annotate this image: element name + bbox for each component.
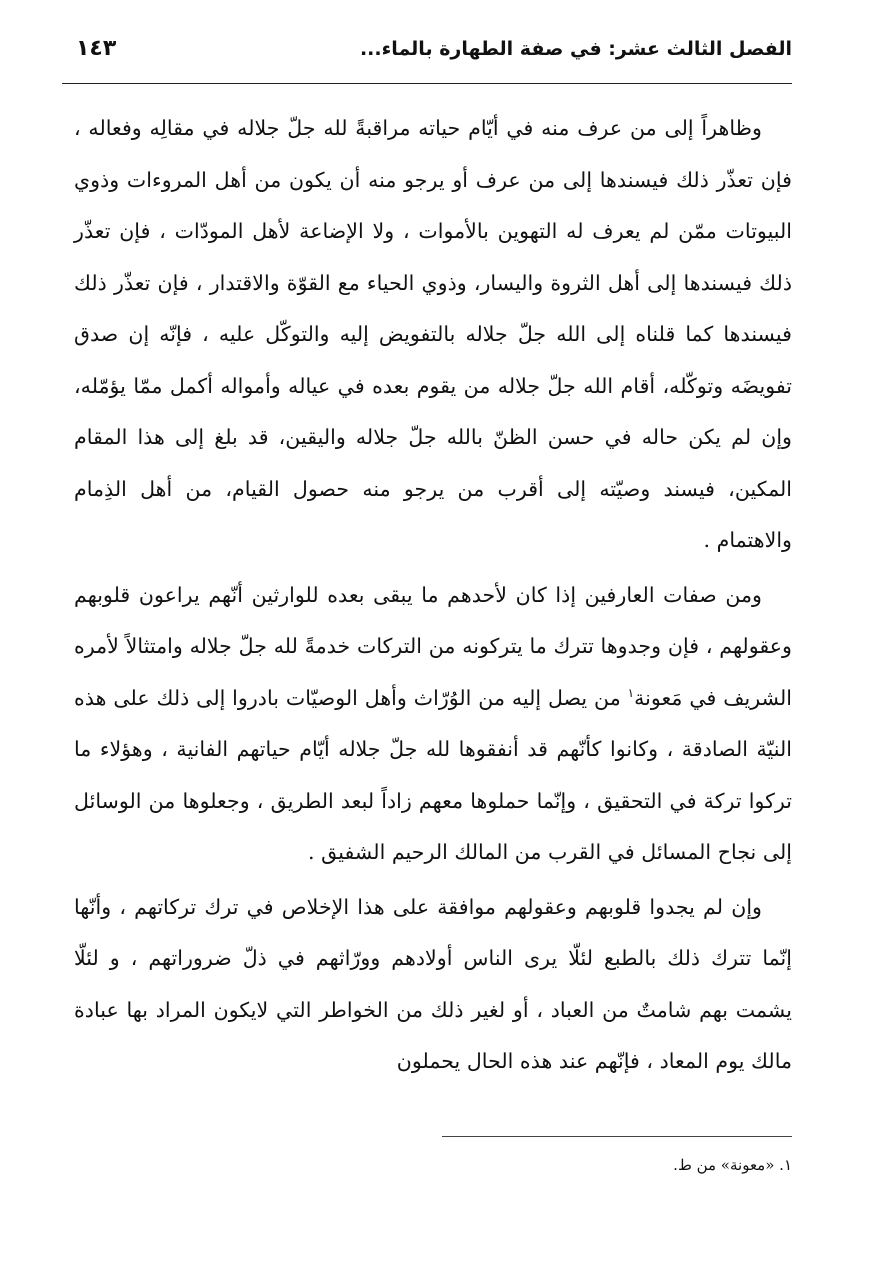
paragraph (74, 570, 792, 879)
body-text (74, 103, 792, 1088)
paragraph-text: ومن صفات العارفين إذا كان لأحدهم ما يبقى بعده للوارثين أنّهم يراعون قلوبهم وعقولهم ، فإن وجدوها تترك ما يتركونه من التركات خدمةً لله جلّ جلاله وامتثالاً لأمره الشريف في مَعونة (74, 582, 792, 710)
footnote-rule (442, 1136, 792, 1137)
paragraph: وإن لم يجدوا قلوبهم وعقولهم موافقة على هذا الإخلاص في ترك تركاتهم ، وأنّها إنّما تترك ذلك بالطبع لئلّا يرى الناس أولادهم وورّاثهم في ذلّ ضروراتهم ، و لئلّا يشمت بهم شامتٌ من العباد ، أو لغير ذلك من الخواطر التي لايكون المراد بها عبادة مالك يوم المعاد ، فإنّهم عند هذه الحال يحملون (74, 894, 792, 1073)
header-rule (62, 83, 792, 84)
footnote: ١. «معونة» من ط. (673, 1156, 792, 1174)
page-header (62, 34, 792, 74)
page-number: ١٤٣ (76, 36, 117, 61)
footnote-marker: ١ (627, 685, 635, 700)
paragraph-text: من يصل إليه من الوُرّاث وأهل الوصيّات بادروا إلى ذلك على هذه النيّة الصادقة ، وكانوا كأنّهم قد أنفقوها لله جلّ جلاله أيّام حياتهم الفانية ، وهؤلاء ما تركوا تركة في التحقيق ، وإنّما حملوها معهم زاداً لبعد الطريق ، وجعلوها من الوسائل إلى نجاح المسائل في القرب من المالك الرحيم الشفيق . (74, 685, 792, 864)
paragraph: وظاهراً إلى من عرف منه في أيّام حياته مراقبةً لله جلّ جلاله في مقالِه وفعاله ، فإن تعذّر ذلك فيسندها إلى من عرف أو يرجو منه أن يكون من أهل المروءات وذوي البيوتات ممّن لم يعرف له التهوين بالأموات ، ولا الإضاعة لأهل المودّات ، فإن تعذّر ذلك فيسندها إلى أهل الثروة واليسار، وذوي الحياء مع القوّة والاقتدار ، فإن تعذّر ذلك فيسندها كما قلناه إلى الله جلّ جلاله بالتفويض إليه والتوكّل عليه ، فإنّه إن صدق تفويضَه وتوكّله، أقام الله جلّ جلاله من يقوم بعده في عياله وأمواله أكمل ممّا يؤمّله، وإن لم يكن حاله في حسن الظنّ بالله جلّ جلاله واليقين، قد بلغ إلى هذا المقام المكين، فيسند وصيّته إلى أقرب من يرجو منه حصول القيام، من أهل الذِمام والاهتمام . (74, 116, 792, 552)
running-title: الفصل الثالث عشر: في صفة الطهارة بالماء... (359, 38, 792, 60)
